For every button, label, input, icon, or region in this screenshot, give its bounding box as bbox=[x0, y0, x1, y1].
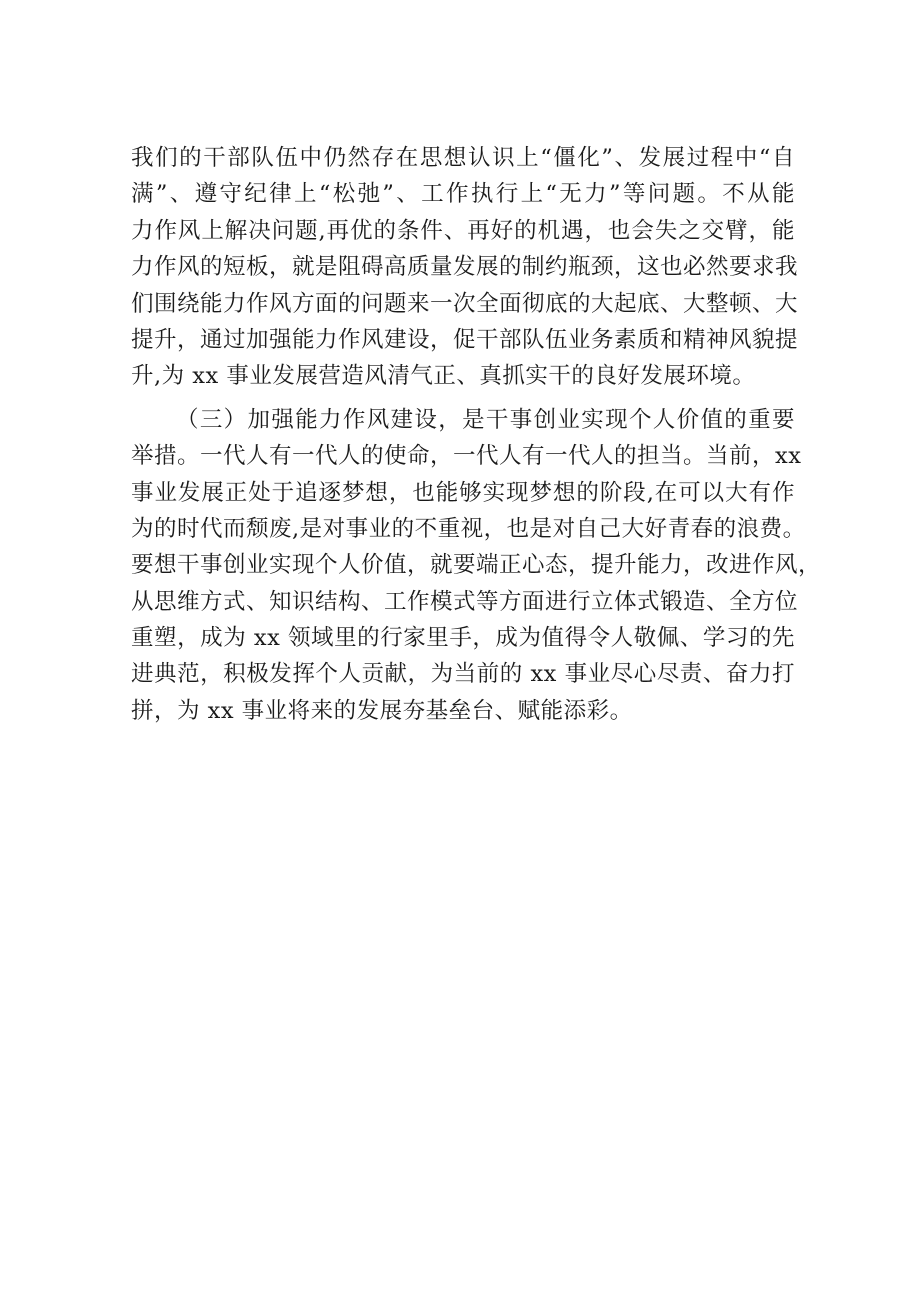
paragraph-line: （三）加强能力作风建设，是干事创业实现个人价值的重要 bbox=[176, 406, 795, 433]
paragraph-2 bbox=[131, 402, 822, 730]
paragraph-line: 提升，通过加强能力作风建设，促干部队伍业务素质和精神风貌提 bbox=[131, 326, 799, 353]
paragraph-line: 举措。一代人有一代人的使命，一代人有一代人的担当。当前，xx bbox=[131, 443, 802, 470]
paragraph-line: 力作风的短板，就是阻碍高质量发展的制约瓶颈，这也必然要求我 bbox=[131, 254, 799, 281]
paragraph-line: 为的时代而颓废,是对事业的不重视，也是对自己大好青春的浪费。 bbox=[131, 515, 806, 542]
paragraph-spacer bbox=[131, 395, 795, 402]
paragraph-line: 从思维方式、知识结构、工作模式等方面进行立体式锻造、全方位 bbox=[131, 588, 799, 615]
paragraph-line: 满”、遵守纪律上“松弛”、工作执行上“无力”等问题。不从能 bbox=[131, 181, 795, 208]
paragraph-line: 力作风上解决问题,再优的条件、再好的机遇，也会失之交臂，能 bbox=[131, 217, 795, 244]
paragraph-line: 拼，为 xx 事业将来的发展夯基垒台、赋能添彩。 bbox=[131, 697, 633, 724]
paragraph-line: 进典范，积极发挥个人贡献，为当前的 xx 事业尽心尽责、奋力打 bbox=[131, 661, 795, 688]
paragraph-line: 重塑，成为 xx 领域里的行家里手，成为值得令人敬佩、学习的先 bbox=[131, 625, 795, 652]
paragraph-1 bbox=[131, 140, 799, 395]
paragraph-line: 要想干事创业实现个人价值，就要端正心态，提升能力，改进作风， bbox=[131, 552, 822, 579]
document-body bbox=[131, 140, 822, 729]
paragraph-line: 升,为 xx 事业发展营造风清气正、真抓实干的良好发展环境。 bbox=[131, 363, 756, 390]
paragraph-line: 们围绕能力作风方面的问题来一次全面彻底的大起底、大整顿、大 bbox=[131, 290, 799, 317]
paragraph-line: 我们的干部队伍中仍然存在思想认识上“僵化”、发展过程中“自 bbox=[131, 145, 795, 171]
paragraph-line: 事业发展正处于追逐梦想，也能够实现梦想的阶段,在可以大有作 bbox=[131, 479, 795, 506]
